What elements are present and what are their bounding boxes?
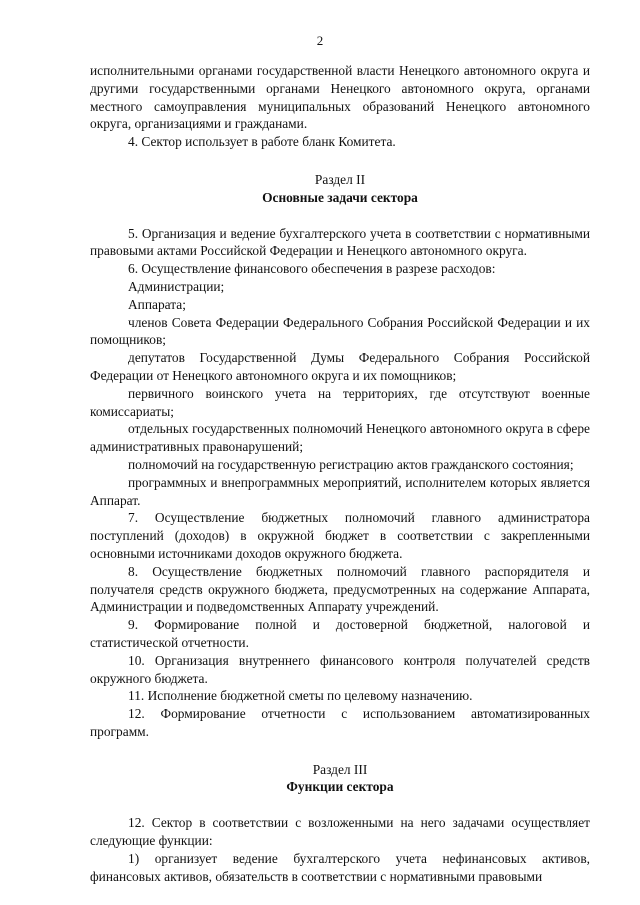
paragraph: отдельных государственных полномочий Ненецкого автономного округа в сфере административных правонарушений; [90,421,590,455]
spacer [90,151,590,171]
spacer [90,207,590,225]
section-title: Основные задачи сектора [262,189,418,205]
spacer [90,796,590,814]
page-number: 2 [316,33,324,48]
paragraph: исполнительными органами государственной власти Ненецкого автономного округа и другими государственными органами Ненецкого автономного округа, органами местного самоуправления муниципальных образований Ненецкого автономного округа, организациями и гражданами. [90,63,590,132]
spacer [90,741,590,761]
paragraph: полномочий на государственную регистрацию актов гражданского состояния; [128,456,574,472]
paragraph: 4. Сектор использует в работе бланк Комитета. [128,134,396,150]
paragraph: 7. Осуществление бюджетных полномочий главного администратора поступлений (доходов) в окружной бюджет в соответствии с закрепленными основными источниками доходов окружного бюджета. [90,510,590,561]
paragraph: 12. Сектор в соответствии с возложенными на него задачами осуществляет следующие функции: [90,815,590,849]
paragraph: членов Совета Федерации Федерального Собрания Российской Федерации и их помощников; [90,314,590,348]
paragraph: 5. Организация и ведение бухгалтерского учета в соответствии с нормативными правовыми актами Российской Федерации и Ненецкого автономного округа. [90,225,590,259]
section-title: Функции сектора [286,779,394,795]
section-heading: Раздел II [314,171,366,187]
section-heading: Раздел III [312,761,368,777]
paragraph: 10. Организация внутреннего финансового контроля получателей средств окружного бюджета. [90,652,590,686]
paragraph: депутатов Государственной Думы Федерального Собрания Российской Федерации от Ненецкого автономного округа и их помощников; [90,350,590,383]
paragraph: 1) организует ведение бухгалтерского учета нефинансовых активов, финансовых активов, обязательств в соответствии с нормативными правовыми [90,850,590,884]
paragraph: первичного воинского учета на территориях, где отсутствуют военные комиссариаты; [90,385,590,419]
paragraph: 6. Осуществление финансового обеспечения в разрезе расходов: [128,261,496,277]
paragraph: 8. Осуществление бюджетных полномочий главного распорядителя и получателя средств окружного бюджета, предусмотренных на содержание Аппарата, Администрации и подведомственных Аппарату учреждений. [90,563,590,615]
document-body [90,62,590,885]
list-item: Администрации; [128,278,225,294]
list-item: Аппарата; [128,296,186,312]
paragraph: 11. Исполнение бюджетной сметы по целевому назначению. [128,688,473,704]
paragraph: программных и внепрограммных мероприятий, исполнителем которых является Аппарат. [90,474,590,508]
paragraph: 9. Формирование полной и достоверной бюджетной, налоговой и статистической отчетности. [90,617,590,650]
paragraph: 12. Формирование отчетности с использованием автоматизированных программ. [90,706,590,739]
